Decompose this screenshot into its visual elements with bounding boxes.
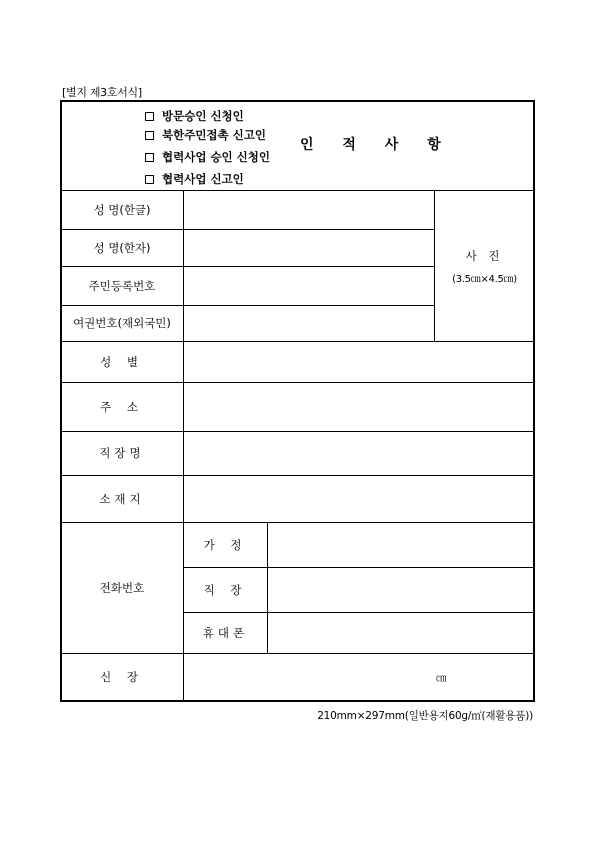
input-gender[interactable] (184, 342, 534, 382)
label-gender: 성 별 (100, 354, 144, 369)
input-phone-home[interactable] (268, 523, 534, 567)
label-location: 소재지 (99, 491, 145, 506)
option-label: 방문승인 신청인 (162, 109, 244, 123)
input-phone-work[interactable] (268, 568, 534, 612)
photo-box[interactable] (435, 191, 534, 341)
checkbox-icon[interactable] (145, 153, 154, 162)
photo-size: (3.5㎝×4.5㎝) (452, 273, 517, 285)
checkbox-icon[interactable] (145, 175, 154, 184)
label-resident-number: 주민등록번호 (88, 278, 156, 293)
option-cooperation-report[interactable] (145, 171, 244, 187)
form-number-label: [별지 제3호서식] (62, 86, 142, 99)
phone-mobile-label: 휴대폰 (202, 626, 249, 640)
option-label: 협력사업 승인 신청인 (162, 150, 270, 164)
input-name-hanja[interactable] (184, 230, 434, 266)
label-passport-number: 여권번호(재외국민) (73, 316, 171, 330)
input-height[interactable] (184, 654, 534, 701)
label-name-hanja: 성 명(한자) (93, 240, 151, 255)
label-workplace: 직장명 (99, 446, 145, 460)
paper-spec-footer: 210mm×297mm(일반용지60g/㎡(재활용품)) (317, 710, 533, 722)
input-workplace[interactable] (184, 432, 534, 475)
input-name-hangul[interactable] (184, 191, 434, 229)
option-cooperation-approval[interactable] (145, 149, 270, 165)
label-name-hangul: 성 명(한글) (93, 202, 151, 217)
phone-work-label: 직 장 (203, 583, 248, 597)
height-unit: ㎝ (436, 672, 447, 684)
input-resident-number[interactable] (184, 267, 434, 305)
label-address: 주 소 (100, 399, 144, 414)
input-passport-number[interactable] (184, 306, 434, 341)
input-phone-mobile[interactable] (268, 613, 534, 653)
checkbox-icon[interactable] (145, 131, 154, 140)
photo-label: 사 진 (465, 248, 504, 263)
section-title: 인 적 사 항 (300, 137, 453, 153)
phone-home-label: 가 정 (203, 538, 248, 552)
label-phone: 전화번호 (99, 580, 145, 595)
label-height: 신 장 (100, 670, 144, 684)
input-address[interactable] (184, 383, 534, 431)
checkbox-icon[interactable] (145, 112, 154, 121)
option-nk-contact-report[interactable] (145, 127, 266, 143)
option-label: 협력사업 신고인 (162, 172, 244, 186)
input-location[interactable] (184, 476, 534, 522)
option-visit-approval[interactable] (145, 108, 244, 124)
option-label: 북한주민접촉 신고인 (162, 128, 266, 142)
